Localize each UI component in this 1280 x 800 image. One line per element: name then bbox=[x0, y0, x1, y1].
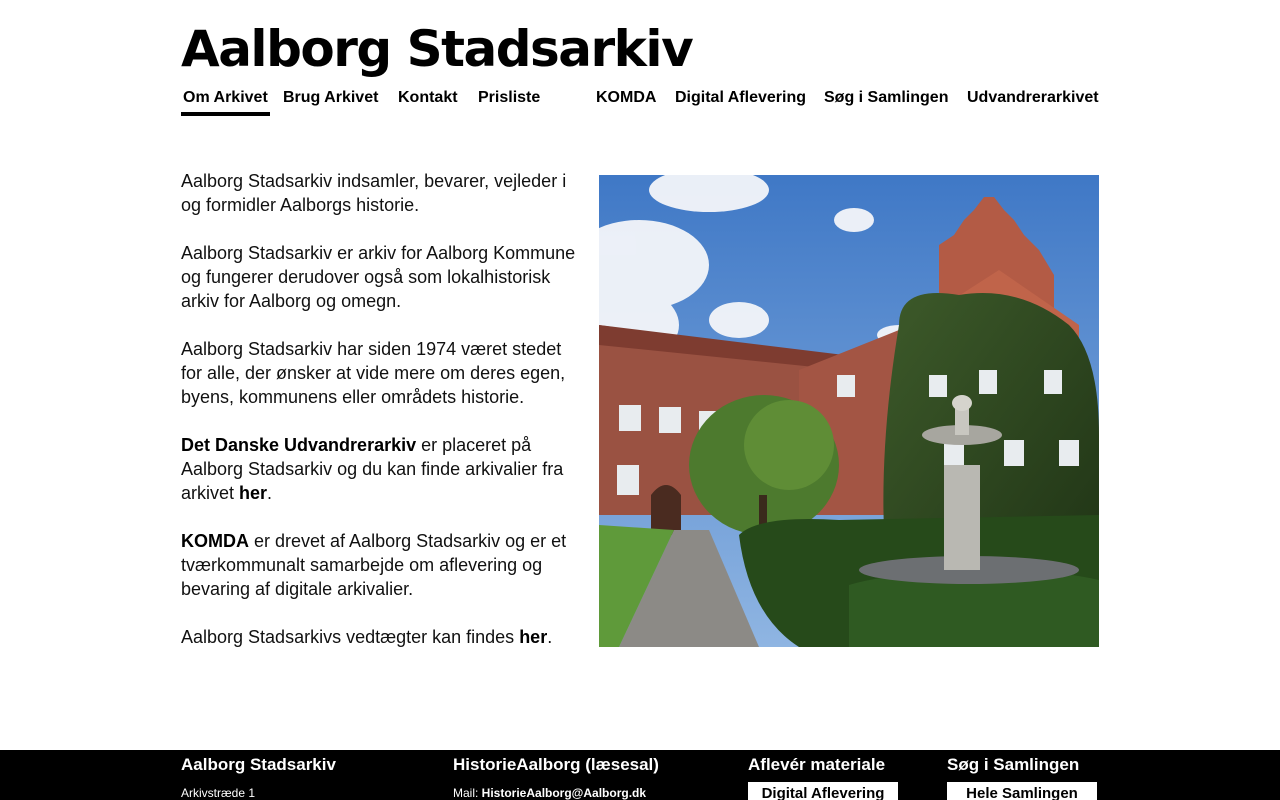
nav-udvandrerarkivet[interactable]: Udvandrerarkivet bbox=[967, 89, 1099, 106]
site-footer bbox=[0, 750, 1280, 800]
paragraph-6-end: . bbox=[547, 627, 553, 647]
nav-soeg-i-samlingen[interactable]: Søg i Samlingen bbox=[824, 89, 949, 106]
hele-samlingen-button[interactable]: Hele Samlingen bbox=[947, 782, 1097, 800]
paragraph-6-text: Aalborg Stadsarkivs vedtægter kan findes bbox=[181, 627, 520, 647]
footer-col-aflever bbox=[748, 755, 898, 800]
nav-kontakt[interactable]: Kontakt bbox=[398, 89, 458, 106]
footer-laesesal-title: HistorieAalborg (læsesal) bbox=[453, 755, 659, 774]
nav-digital-aflevering[interactable]: Digital Aflevering bbox=[675, 89, 806, 106]
nav-prisliste[interactable]: Prisliste bbox=[478, 89, 541, 106]
paragraph-5-text: er drevet af Aalborg Stadsarkiv og er et tværkommunalt samarbejde om aflevering og bevaring af digitale arkivalier. bbox=[181, 531, 567, 599]
footer-soeg-title: Søg i Samlingen bbox=[947, 755, 1080, 774]
intro-paragraph-4 bbox=[181, 433, 576, 505]
vedtaegter-link[interactable]: her bbox=[519, 627, 548, 647]
footer-col-soeg bbox=[947, 755, 1097, 800]
site-title[interactable]: Aalborg Stadsarkiv bbox=[181, 20, 693, 78]
udvandrerarkiv-name: Det Danske Udvandrerarkiv bbox=[181, 435, 417, 455]
intro-paragraph-5 bbox=[181, 529, 576, 601]
intro-paragraph-3: Aalborg Stadsarkiv har siden 1974 været stedet for alle, der ønsker at vide mere om deres egen, byens, kommunens eller områdets historie. bbox=[181, 339, 566, 407]
main-nav bbox=[0, 86, 1280, 118]
komda-name: KOMDA bbox=[181, 531, 249, 551]
paragraph-4-text: er placeret på Aalborg Stadsarkiv og du kan finde arkivalier fra arkivet bbox=[181, 435, 564, 503]
intro-paragraph-6 bbox=[181, 625, 576, 649]
digital-aflevering-button[interactable]: Digital Aflevering bbox=[748, 782, 898, 800]
footer-mail-link[interactable]: HistorieAalborg@Aalborg.dk bbox=[481, 786, 647, 800]
footer-col-stadsarkiv bbox=[181, 755, 336, 800]
nav-komda[interactable]: KOMDA bbox=[596, 89, 657, 106]
intro-paragraph-2: Aalborg Stadsarkiv er arkiv for Aalborg Kommune og fungerer derudover også som lokalhistorisk arkiv for Aalborg og omegn. bbox=[181, 243, 576, 311]
archive-building-photo bbox=[599, 175, 1099, 647]
paragraph-4-end: . bbox=[267, 483, 273, 503]
nav-om-arkivet[interactable]: Om Arkivet bbox=[181, 86, 270, 116]
intro-paragraph-1: Aalborg Stadsarkiv indsamler, bevarer, vejleder i og formidler Aalborgs historie. bbox=[181, 171, 567, 215]
intro-text bbox=[181, 169, 576, 673]
footer-mail-label: Mail: bbox=[453, 786, 482, 800]
footer-col-laesesal bbox=[453, 755, 659, 800]
nav-brug-arkivet[interactable]: Brug Arkivet bbox=[283, 89, 379, 106]
udvandrerarkiv-link[interactable]: her bbox=[239, 483, 268, 503]
footer-address: Arkivstræde 1 bbox=[181, 786, 256, 800]
footer-aflever-title: Aflevér materiale bbox=[748, 755, 886, 774]
footer-mail-line bbox=[453, 786, 659, 800]
footer-stadsarkiv-title: Aalborg Stadsarkiv bbox=[181, 755, 336, 774]
